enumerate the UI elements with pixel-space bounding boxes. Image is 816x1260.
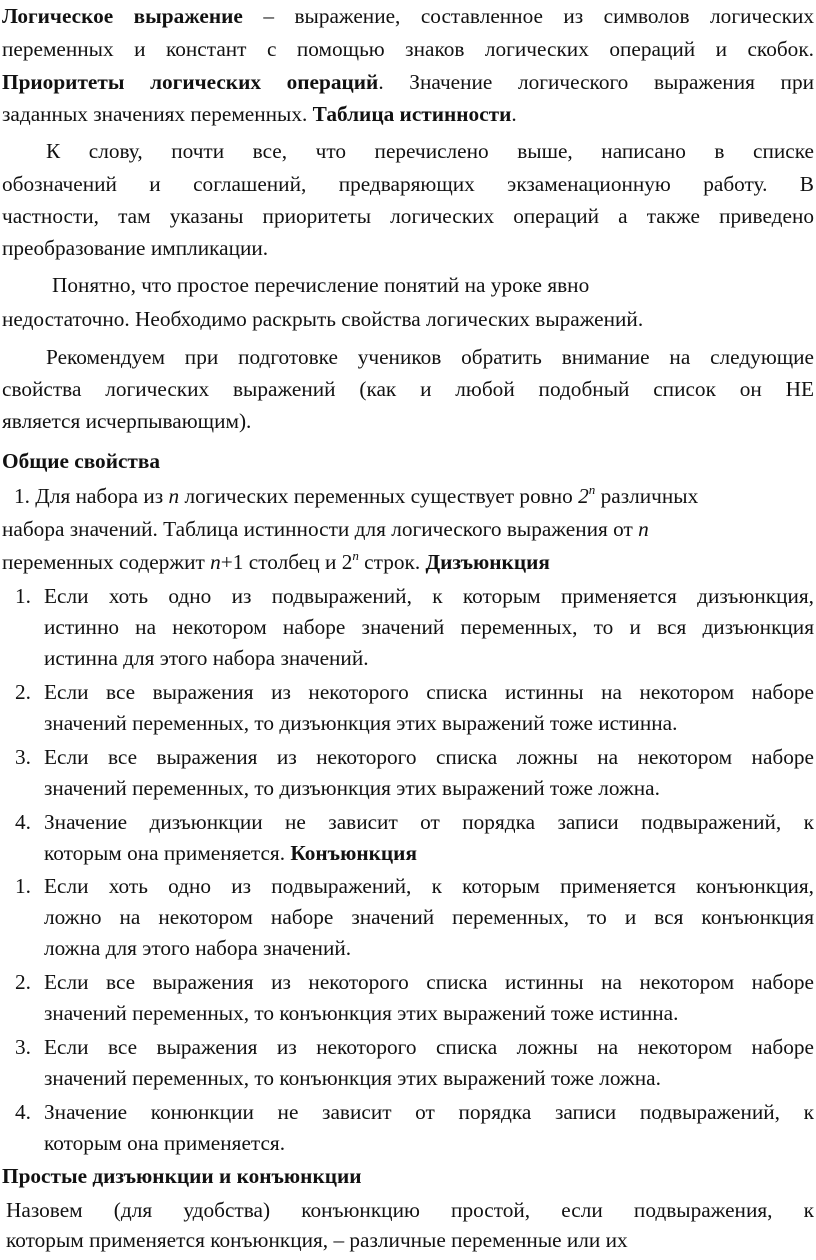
conj-4-number: 4.: [15, 1100, 31, 1124]
conj-1-number: 1.: [15, 874, 31, 898]
disj-1-number: 1.: [15, 584, 31, 608]
term-truth-table: Таблица истинности: [312, 102, 512, 126]
term-logical-expression: Логическое выражение: [2, 4, 243, 28]
p3-line-1: Понятно, что простое перечисление понятий на уроке явно: [52, 273, 590, 297]
conj-3-number: 3.: [15, 1035, 31, 1059]
p1-line-1: Логическое выражение – выражение, составленное из символов логических: [2, 4, 815, 28]
p3-line-2: недостаточно. Необходимо раскрыть свойства логических выражений.: [2, 307, 644, 331]
disj-4-line-2: которым она применяется. Конъюнкция: [44, 841, 417, 865]
conj-2-number: 2.: [15, 970, 31, 994]
term-disjunction: Дизъюнкция: [425, 550, 550, 574]
conj-3-line-1: Если все выражения из некоторого списка ложны на некотором наборе: [44, 1035, 814, 1059]
disj-4-line-1: Значение дизъюнкции не зависит от порядка записи подвыражений, к: [44, 810, 814, 834]
disj-2-line-1: Если все выражения из некоторого списка истинны на некотором наборе: [44, 680, 814, 704]
p1-line-4: заданных значениях переменных. Таблица истинности.: [2, 102, 517, 126]
p2-line-1: К слову, почти все, что перечислено выше, написано в списке: [46, 139, 814, 163]
simple-line-2: которым применяется конъюнкция, – различные переменные или их: [6, 1228, 628, 1252]
conj-3-line-2: значений переменных, то конъюнкция этих выражений тоже ложна.: [44, 1066, 661, 1090]
term-operation-priorities: Приоритеты логических операций: [2, 70, 379, 94]
disj-3-line-1: Если все выражения из некоторого списка ложны на некотором наборе: [44, 745, 814, 769]
disj-1-line-1: Если хоть одно из подвыражений, к которым применяется дизъюнкция,: [44, 584, 814, 608]
disj-1-line-3: истинна для этого набора значений.: [44, 646, 369, 670]
disj-2-number: 2.: [15, 680, 31, 704]
p4-line-2: свойства логических выражений (как и любой подобный список он НЕ: [2, 377, 814, 401]
disj-4-number: 4.: [15, 810, 31, 834]
disj-3-line-2: значений переменных, то дизъюнкция этих выражений тоже ложна.: [44, 776, 660, 800]
disj-2-line-2: значений переменных, то дизъюнкция этих выражений тоже истинна.: [44, 711, 678, 735]
conj-1-line-2: ложно на некотором наборе значений переменных, то и вся конъюнкция: [44, 905, 814, 929]
p4-line-1: Рекомендуем при подготовке учеников обратить внимание на следующие: [46, 345, 814, 369]
general-line-3: переменных содержит n+1 столбец и 2$^n$ строк. Дизъюнкция: [2, 548, 550, 574]
conj-2-line-1: Если все выражения из некоторого списка истинны на некотором наборе: [44, 970, 814, 994]
p2-line-3: частности, там указаны приоритеты логических операций а также приведено: [2, 204, 814, 228]
heading-simple: Простые дизъюнкции и конъюнкции: [2, 1164, 362, 1188]
conj-2-line-2: значений переменных, то конъюнкция этих выражений тоже истинна.: [44, 1001, 679, 1025]
conj-4-line-1: Значение конюнкции не зависит от порядка записи подвыражений, к: [44, 1100, 814, 1124]
conj-1-line-3: ложна для этого набора значений.: [44, 936, 352, 960]
p1-line-2: переменных и констант с помощью знаков логических операций и скобок.: [2, 37, 814, 61]
p4-line-3: является исчерпывающим).: [2, 409, 252, 433]
term-conjunction: Конъюнкция: [290, 841, 417, 865]
general-line-1: 1. Для набора из n логических переменных существует ровно 2$^n$ различных: [14, 482, 699, 508]
conj-4-line-2: которым она применяется.: [44, 1131, 286, 1155]
disj-1-line-2: истинно на некотором наборе значений переменных, то и вся дизъюнкция: [44, 615, 814, 639]
p2-line-2: обозначений и соглашений, предваряющих экзаменационную работу. В: [2, 172, 814, 196]
disj-3-number: 3.: [15, 745, 31, 769]
general-line-2: набора значений. Таблица истинности для логического выражения от n: [2, 517, 649, 541]
heading-general-properties: Общие свойства: [2, 449, 161, 473]
conj-1-line-1: Если хоть одно из подвыражений, к которым применяется конъюнкция,: [44, 874, 814, 898]
simple-line-1: Назовем (для удобства) конъюнкцию простой, если подвыражения, к: [6, 1198, 814, 1222]
p1-line-3: Приоритеты логических операций. Значение логического выражения при: [2, 70, 814, 94]
p2-line-4: преобразование импликации.: [2, 236, 269, 260]
